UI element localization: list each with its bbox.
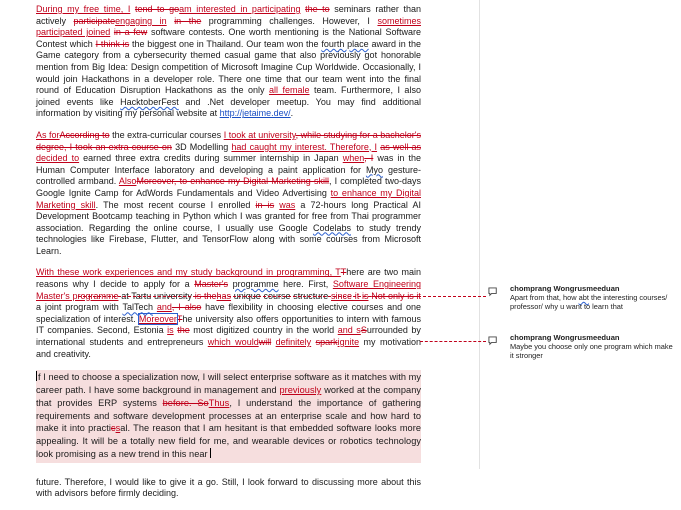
spelling-flag[interactable]: Myo [365,164,383,175]
comment-author: chomprang Wongrusmeeduan [510,284,620,293]
spelling-flag[interactable]: Codelabs [312,222,351,233]
text-run: and .Net developer meetup. You may find additional information by visiting my personal website at [36,96,421,119]
insertion: and s [337,325,361,336]
text-run: 3D Modelling [175,141,229,152]
text-run: , I understand the importance of gathering requirements and software development processes at an enterprise scale and how hard to make it into practi [36,397,422,434]
comment-anchor[interactable]: Moreover [138,313,177,324]
deletion: Master's [194,279,228,290]
spelling-flag[interactable]: TalTech [122,302,153,313]
text-run: the biggest one in Thailand. Our team won the [131,38,319,49]
text-cursor [36,371,37,381]
insertion: since it is [331,290,369,301]
deletion: in a few [113,27,148,38]
deletion: in is [255,199,275,210]
text-run: here. First, [283,279,329,290]
insertion: During my free time, I [36,4,131,14]
comment-text: Apart from that, how abt the interesting courses/ professor/ why u want to learn that [510,293,668,311]
insertion: all female [268,85,310,96]
comment-author: chomprang Wongrusmeeduan [510,333,620,342]
deletion: spark [315,337,338,348]
deletion: , while studying for a bachelor's degree, I took an extra course on [36,129,421,152]
text-run: team. Furthermore, I also joined events like [36,85,421,107]
insertion: previously [279,385,322,396]
deletion: in the [174,15,202,26]
insertion: when [342,153,365,164]
text-run: earned three extra credits during summer internship in Japan [83,153,339,164]
text-run: urrounded by international students and entrepreneurs [36,325,421,348]
deletion: Not only is it [371,290,421,301]
text-run: the extra-curricular courses [112,129,222,140]
comment-connector [420,341,486,342]
insertion: Thus [208,397,230,408]
text-run: award in the Game category from a cybersecurity themed casual game that also previously got honorable mention from Big Idea: Design competition of Microsoft Imagine Cup Worldwide. Occasionally, I would join Hackathons in a developer role. There one time that our team went into the final round of Education Disruption Hackathons as the only [36,38,422,96]
text-run: . [290,108,294,119]
insertion: Also [118,176,137,187]
deletion: the to [305,4,330,14]
spelling-flag[interactable]: fourth place [321,38,369,49]
paragraph-courses [36,130,421,258]
comment-connector [78,296,486,297]
deletion: T [176,313,183,324]
insertion: was [279,199,296,210]
deletion: tend to go [134,4,180,14]
insertion: I took at university [223,129,296,140]
website-link[interactable]: http://jetaime.dev/ [219,108,291,119]
insertion: s [115,423,121,434]
text-run: to study trendy technologies like Firebase, Flutter, and TensorFlow along with some courses from Microsoft Learn. [36,222,421,256]
text-run: seminars rather than actively [36,4,421,26]
comment-author-icon [488,336,499,347]
text-run: my motivation and creativity. [36,337,421,359]
deletion: S [360,325,367,336]
deletion: According to [59,129,110,140]
insertion: am interested in participating [179,4,301,14]
insertion: has [216,290,232,301]
deletion: T [340,267,347,278]
text-run: a joint program with [36,302,119,313]
text-cursor [210,448,211,458]
insertion: definitely [275,337,312,348]
comment-pane-divider [479,0,480,469]
insertion: decided to [36,153,80,164]
text-run: . The most recent course I enrolled [95,199,251,210]
insertion: is [167,325,174,336]
text-run: a 72-hours long Practical AI Development Bootcamp teaching in Python which I was granted for free from Thai programmer association. Regarding the online course, I usually use Google [36,199,421,233]
paragraph-conclusion [36,477,421,500]
deletion: Moreover, to enhance my Digital Marketing skill [136,176,329,187]
text-run: worked at the company that provides ERP systems [36,385,421,408]
insertion: With these work experiences and my study background in programming, T [36,267,341,278]
text-run: was in the Human Computer Interface laboratory and developing a paint application for [36,153,421,175]
insertion: and [156,302,172,313]
insertion: Software Engineering Master's programme [36,279,421,301]
insertion: to enhance my Digital Marketing skill [36,187,421,210]
insertion: engaging in [115,15,167,26]
deletion: is the [194,290,217,301]
text-run: at Tartu university [121,290,193,301]
deletion: , I [364,153,374,164]
text-run: future. Therefore, I would like to give it a go. Still, I look forward to discussing more about this with advisors before firmly deciding. [36,476,421,499]
text-run: programming challenges. However, I [208,15,370,26]
spelling-flag[interactable]: HacktoberFest [120,96,179,107]
text-run: gesture-controlled armband. [36,164,421,187]
insertion: had caught my interest. Therefore, I [231,141,378,152]
text-run: , I completed two-days Google Ignite Camp for AdWords Fundamentals and Video Advertising [36,176,421,198]
paragraph-reasons [36,267,421,360]
text-run: unique course structure [233,290,329,301]
insertion: sometimes participated joined [36,15,421,38]
document-body[interactable] [36,4,421,510]
text-run: software contests. One worth mentioning is the National Software Contest which [36,27,421,49]
insertion: which would [207,337,259,348]
deletion: participate [73,15,116,26]
deletion: the [177,325,190,336]
paragraph-activities [36,4,421,120]
text-run: have flexibility in choosing elective courses and one specialization of interest. [36,302,421,324]
paragraph-specialization[interactable] [36,370,421,463]
deletion: will [258,337,272,348]
deletion: before. So [162,397,209,408]
comment-text: Maybe you choose only one program which make it stronger [510,342,673,360]
text-run: most digitized country in the world [193,325,335,336]
deletion: , I also [171,302,202,313]
insertion: ignite [337,337,360,348]
spelling-flag[interactable]: programme [232,279,279,290]
text-run: he university also offers opportunities to intern with famous IT companies. Second, Estonia [36,313,421,336]
comment-author-icon [488,287,499,298]
text-run: al. The reason that I am hesitant is that embedded software looks more appealing. It will be a totally new field for me, and wearable devices or robotics technology look promising as a new trend in this near [36,423,421,459]
deletion: c [110,423,116,434]
insertion: As for [36,129,60,140]
deletion: as well as [380,141,421,152]
deletion: I think is [95,38,130,49]
text-run: here are two main reasons why I decide to apply for a [36,267,421,290]
comment-card-1[interactable] [486,285,676,317]
comment-card-2[interactable] [486,334,676,366]
text-run: f I need to choose a specialization now, I will select enterprise software as it matches with my career path. I have some background in management and [36,372,421,396]
